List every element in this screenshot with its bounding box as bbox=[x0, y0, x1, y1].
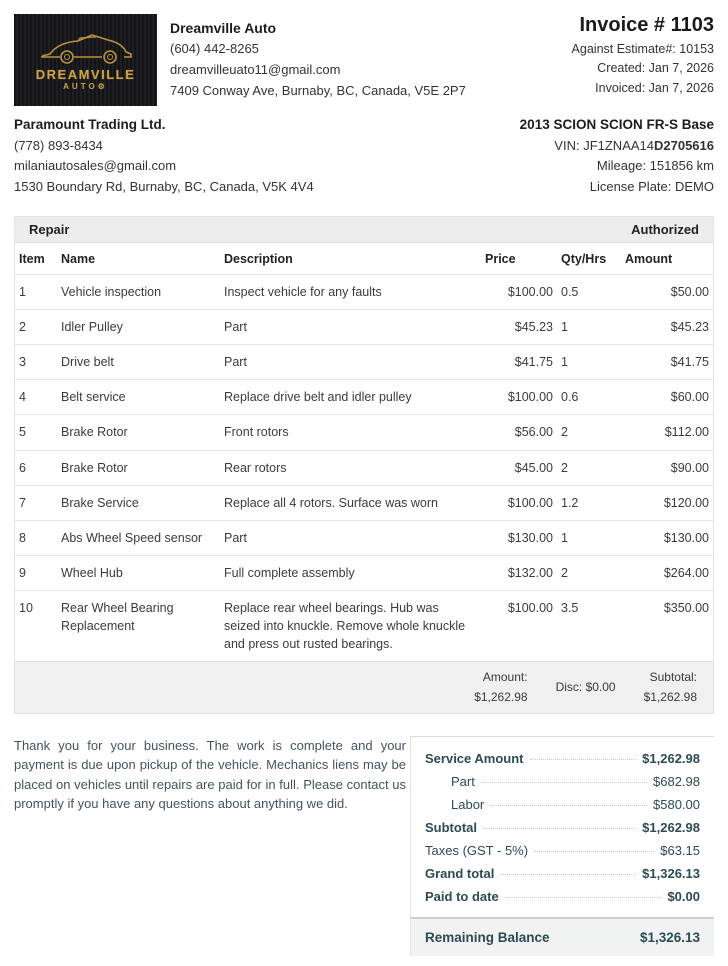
cell-amount: $130.00 bbox=[621, 520, 713, 555]
totals-label: Taxes (GST - 5%) bbox=[425, 842, 529, 858]
cell-amount: $120.00 bbox=[621, 485, 713, 520]
cell-price: $132.00 bbox=[481, 555, 557, 590]
cell-amount: $350.00 bbox=[621, 591, 713, 662]
gold-car-icon bbox=[38, 29, 134, 65]
cell-qty: 2 bbox=[557, 415, 621, 450]
cell-name: Brake Rotor bbox=[57, 415, 220, 450]
cell-name: Rear Wheel Bearing Replacement bbox=[57, 591, 220, 662]
cell-price: $45.00 bbox=[481, 450, 557, 485]
cell-description: Replace rear wheel bearings. Hub was seized into knuckle. Remove whole knuckle and press out rusted bearings. bbox=[220, 591, 481, 662]
cell-description: Rear rotors bbox=[220, 450, 481, 485]
company-address: 7409 Conway Ave, Burnaby, BC, Canada, V5E 2P7 bbox=[170, 82, 466, 98]
summary-subtotal-value: $1,262.98 bbox=[643, 689, 697, 704]
cell-item: 1 bbox=[15, 274, 57, 309]
cell-name: Drive belt bbox=[57, 345, 220, 380]
header bbox=[14, 10, 714, 106]
cell-qty: 2 bbox=[557, 555, 621, 590]
repair-panel-header bbox=[15, 217, 713, 243]
cell-item: 3 bbox=[15, 345, 57, 380]
customer-email: milaniautosales@gmail.com bbox=[14, 158, 177, 174]
totals-label: Subtotal bbox=[425, 819, 477, 835]
table-row bbox=[15, 310, 713, 345]
cell-item: 2 bbox=[15, 310, 57, 345]
logo-wordmark: DREAMVILLE bbox=[35, 67, 136, 82]
cell-name: Vehicle inspection bbox=[57, 274, 220, 309]
cell-amount: $90.00 bbox=[621, 450, 713, 485]
totals-panel bbox=[410, 736, 714, 956]
invoice-meta bbox=[572, 40, 714, 98]
cell-item: 9 bbox=[15, 555, 57, 590]
totals-row-paid-to-date bbox=[411, 885, 714, 908]
invoiced-date: Invoiced: Jan 7, 2026 bbox=[595, 80, 714, 95]
cell-item: 7 bbox=[15, 485, 57, 520]
cell-price: $100.00 bbox=[481, 591, 557, 662]
totals-row-grand-total bbox=[411, 862, 714, 885]
summary-subtotal bbox=[644, 668, 697, 706]
cell-description: Part bbox=[220, 310, 481, 345]
company-block bbox=[14, 10, 466, 106]
cell-qty: 3.5 bbox=[557, 591, 621, 662]
customer-phone: (778) 893-8434 bbox=[14, 137, 103, 153]
cell-item: 10 bbox=[15, 591, 57, 662]
dotted-leader bbox=[481, 782, 647, 783]
cell-amount: $50.00 bbox=[621, 274, 713, 309]
totals-row-part bbox=[411, 770, 714, 793]
dotted-leader bbox=[530, 759, 637, 760]
logo-subtitle: AUTO⚙ bbox=[63, 82, 108, 91]
totals-value: $1,326.13 bbox=[642, 865, 700, 881]
dotted-leader bbox=[500, 874, 636, 875]
company-email: dreamvilleuato11@gmail.com bbox=[170, 62, 341, 78]
summary-disc: Disc: $0.00 bbox=[555, 680, 616, 695]
col-header-qty: Qty/Hrs bbox=[561, 251, 607, 266]
cell-description: Full complete assembly bbox=[220, 555, 481, 590]
summary-subtotal-label: Subtotal: bbox=[649, 670, 697, 685]
cell-amount: $45.23 bbox=[621, 310, 713, 345]
vehicle-vin bbox=[520, 136, 714, 157]
table-row bbox=[15, 345, 713, 380]
vin-suffix: D2705616 bbox=[654, 137, 714, 153]
table-row bbox=[15, 591, 713, 662]
cell-name: Abs Wheel Speed sensor bbox=[57, 520, 220, 555]
col-header-amount: Amount bbox=[625, 251, 673, 266]
totals-row-labor bbox=[411, 793, 714, 816]
cell-description: Part bbox=[220, 345, 481, 380]
cell-item: 8 bbox=[15, 520, 57, 555]
col-header-item: Item bbox=[19, 251, 45, 266]
cell-price: $45.23 bbox=[481, 310, 557, 345]
cell-item: 5 bbox=[15, 415, 57, 450]
cell-name: Brake Service bbox=[57, 485, 220, 520]
cell-price: $100.00 bbox=[481, 274, 557, 309]
thank-you-note: Thank you for your business. The work is complete and your payment is due upon pickup of the vehicle. Mechanics liens may be placed on vehicles until repairs are paid for in full. Please contact us promptly if you have any questions about anything we did. bbox=[14, 737, 406, 812]
table-header-row bbox=[15, 243, 713, 275]
cell-amount: $112.00 bbox=[621, 415, 713, 450]
created-date: Created: Jan 7, 2026 bbox=[597, 61, 714, 76]
cell-qty: 0.5 bbox=[557, 274, 621, 309]
table-row bbox=[15, 520, 713, 555]
totals-value: $1,262.98 bbox=[642, 750, 700, 766]
cell-price: $56.00 bbox=[481, 415, 557, 450]
repair-panel bbox=[14, 216, 714, 714]
cell-qty: 1 bbox=[557, 310, 621, 345]
section-title: Repair bbox=[29, 221, 70, 237]
cell-qty: 0.6 bbox=[557, 380, 621, 415]
summary-amount bbox=[474, 668, 527, 706]
cell-item: 6 bbox=[15, 450, 57, 485]
dotted-leader bbox=[490, 805, 647, 806]
line-items-table bbox=[15, 243, 713, 662]
cell-item: 4 bbox=[15, 380, 57, 415]
table-row bbox=[15, 415, 713, 450]
totals-label: Grand total bbox=[425, 865, 495, 881]
remaining-balance-value: $1,326.13 bbox=[639, 929, 700, 945]
totals-value: $580.00 bbox=[653, 796, 700, 812]
totals-row-taxes bbox=[411, 839, 714, 862]
cell-description: Replace drive belt and idler pulley bbox=[220, 380, 481, 415]
vehicle-title: 2013 SCION SCION FR-S Base bbox=[519, 117, 714, 132]
totals-row-subtotal bbox=[411, 816, 714, 839]
totals-value: $0.00 bbox=[667, 888, 700, 904]
dotted-leader bbox=[505, 897, 662, 898]
table-row bbox=[15, 555, 713, 590]
company-name: Dreamville Auto bbox=[170, 20, 277, 36]
totals-value: $63.15 bbox=[660, 842, 700, 858]
totals-row-service-amount bbox=[411, 747, 714, 770]
table-row bbox=[15, 380, 713, 415]
totals-label: Service Amount bbox=[425, 750, 524, 766]
vehicle-block bbox=[520, 114, 714, 198]
table-row bbox=[15, 274, 713, 309]
cell-description: Front rotors bbox=[220, 415, 481, 450]
company-phone: (604) 442-8265 bbox=[170, 41, 259, 57]
invoice-header bbox=[572, 10, 714, 106]
customer-block bbox=[14, 114, 314, 198]
cell-price: $41.75 bbox=[481, 345, 557, 380]
cell-amount: $264.00 bbox=[621, 555, 713, 590]
summary-amount-label: Amount: bbox=[482, 670, 528, 685]
cell-price: $100.00 bbox=[481, 380, 557, 415]
dotted-leader bbox=[483, 828, 636, 829]
cell-price: $100.00 bbox=[481, 485, 557, 520]
cell-description: Replace all 4 rotors. Surface was worn bbox=[220, 485, 481, 520]
col-header-description: Description bbox=[224, 251, 293, 266]
table-row bbox=[15, 450, 713, 485]
cell-qty: 1.2 bbox=[557, 485, 621, 520]
company-info bbox=[170, 10, 466, 106]
remaining-balance-label: Remaining Balance bbox=[425, 929, 550, 945]
col-header-name: Name bbox=[61, 251, 96, 266]
status-badge: Authorized bbox=[631, 221, 699, 237]
against-estimate: Against Estimate#: 10153 bbox=[571, 42, 714, 56]
cell-qty: 1 bbox=[557, 520, 621, 555]
cell-description: Part bbox=[220, 520, 481, 555]
cell-description: Inspect vehicle for any faults bbox=[220, 274, 481, 309]
cell-price: $130.00 bbox=[481, 520, 557, 555]
section-summary-band bbox=[15, 661, 713, 712]
remaining-balance-row bbox=[411, 917, 714, 956]
customer-address: 1530 Boundary Rd, Burnaby, BC, Canada, V5K 4V4 bbox=[14, 179, 314, 195]
totals-value: $682.98 bbox=[653, 773, 700, 789]
footer bbox=[14, 736, 714, 956]
vehicle-mileage: Mileage: 151856 km bbox=[596, 158, 714, 174]
cell-name: Belt service bbox=[57, 380, 220, 415]
cell-name: Idler Pulley bbox=[57, 310, 220, 345]
summary-amount-value: $1,262.98 bbox=[474, 689, 528, 704]
parties bbox=[14, 114, 714, 198]
col-header-price: Price bbox=[485, 251, 516, 266]
totals-label: Paid to date bbox=[425, 888, 499, 904]
table-row bbox=[15, 485, 713, 520]
cell-qty: 2 bbox=[557, 450, 621, 485]
customer-name: Paramount Trading Ltd. bbox=[14, 117, 166, 132]
cell-name: Wheel Hub bbox=[57, 555, 220, 590]
dotted-leader bbox=[534, 851, 654, 852]
vehicle-license-plate: License Plate: DEMO bbox=[589, 179, 714, 195]
vin-prefix: VIN: JF1ZNAA14 bbox=[554, 137, 654, 153]
cell-qty: 1 bbox=[557, 345, 621, 380]
cell-amount: $41.75 bbox=[621, 345, 713, 380]
company-logo bbox=[14, 14, 157, 106]
totals-label: Part bbox=[451, 773, 475, 789]
cell-name: Brake Rotor bbox=[57, 450, 220, 485]
cell-amount: $60.00 bbox=[621, 380, 713, 415]
invoice-title: Invoice # 1103 bbox=[579, 14, 714, 36]
totals-label: Labor bbox=[451, 796, 485, 812]
totals-value: $1,262.98 bbox=[642, 819, 700, 835]
